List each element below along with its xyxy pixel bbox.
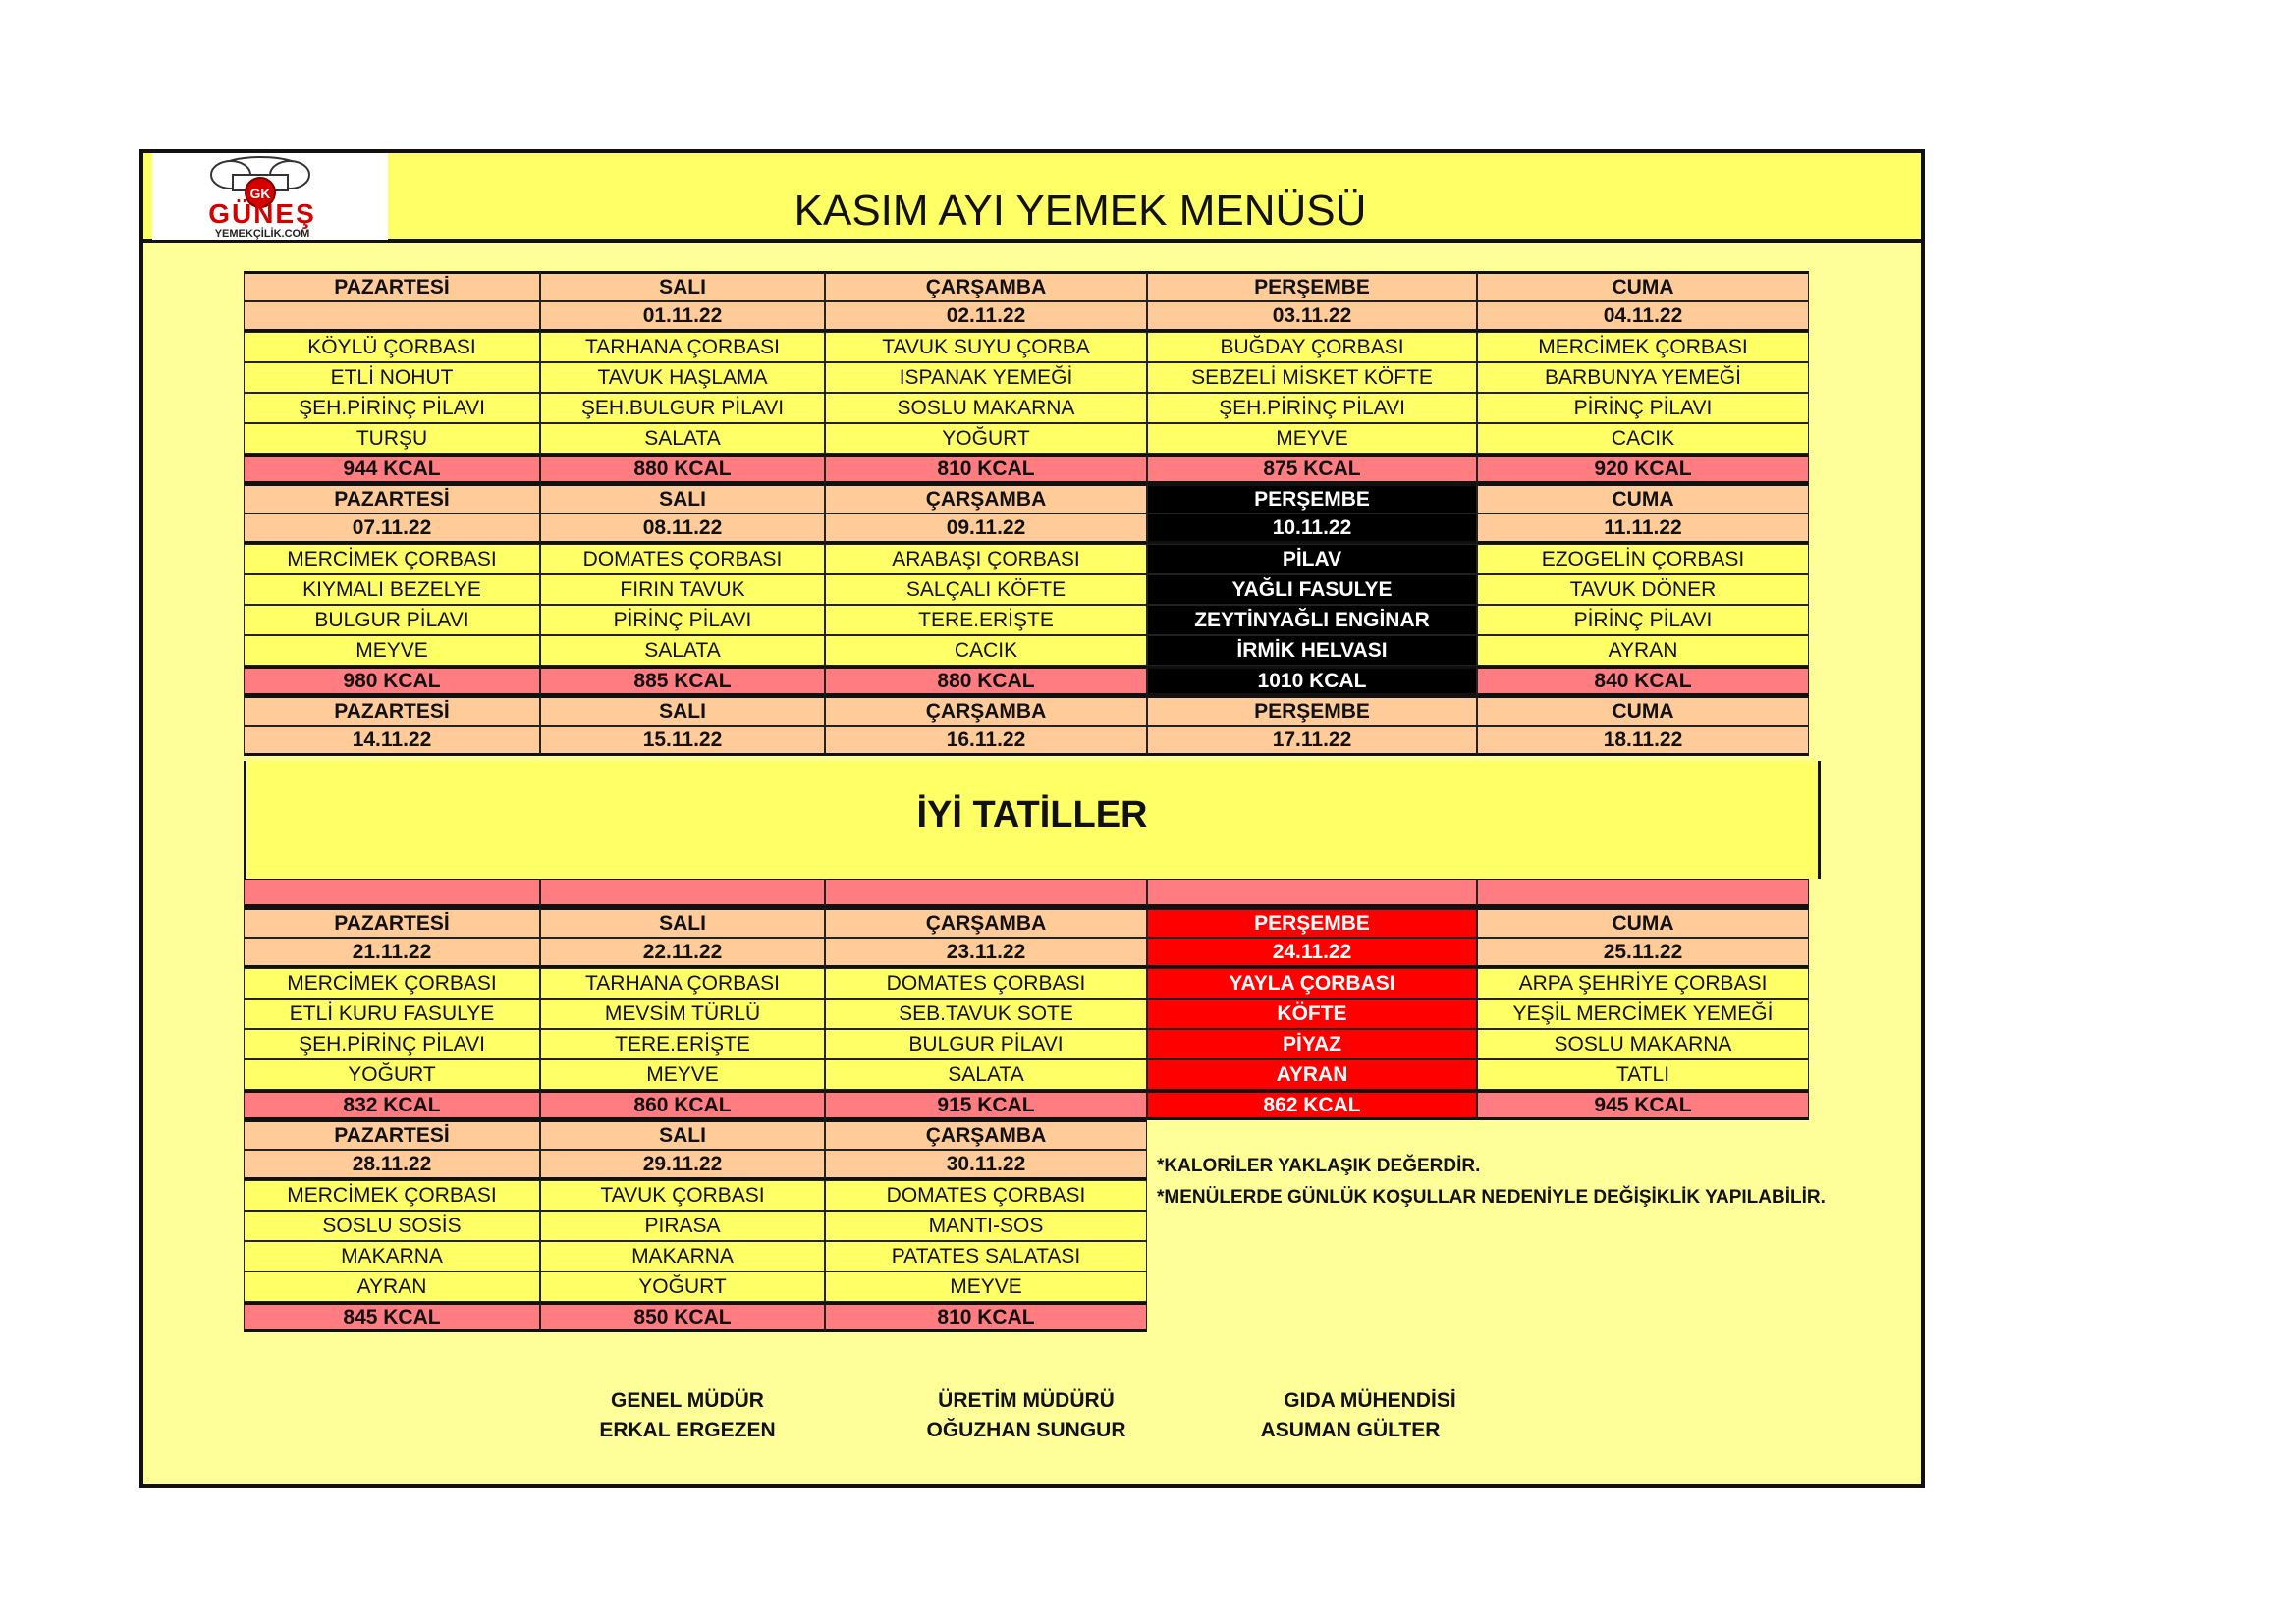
menu-item: KÖYLÜ ÇORBASI [244, 332, 540, 362]
menu-item: TURŞU [244, 423, 540, 454]
day-header: PERŞEMBE [1147, 483, 1477, 514]
date-cell: 18.11.22 [1477, 726, 1809, 756]
menu-item: KÖFTE [1147, 999, 1477, 1029]
day-header: CUMA [1477, 271, 1809, 301]
menu-item: ZEYTİNYAĞLI ENGİNAR [1147, 605, 1477, 635]
menu-item: CACIK [825, 635, 1147, 666]
date-cell: 01.11.22 [540, 301, 825, 332]
menu-item: MEYVE [1147, 423, 1477, 454]
menu-item: AYRAN [244, 1272, 540, 1302]
menu-item: PIRASA [540, 1211, 825, 1241]
date-cell: 17.11.22 [1147, 726, 1477, 756]
date-cell: 04.11.22 [1477, 301, 1809, 332]
menu-item: ŞEH.PİRİNÇ PİLAVI [244, 393, 540, 423]
menu-item: PİRİNÇ PİLAVI [540, 605, 825, 635]
day-header: PAZARTESİ [244, 271, 540, 301]
menu-item: MERCİMEK ÇORBASI [244, 1180, 540, 1211]
menu-item: YAYLA ÇORBASI [1147, 968, 1477, 999]
separator-cell [540, 877, 825, 907]
menu-item: ŞEH.PİRİNÇ PİLAVI [244, 1029, 540, 1059]
change-note: *MENÜLERDE GÜNLÜK KOŞULLAR NEDENİYLE DEĞİŞİKLİK YAPILABİLİR. [1157, 1187, 1826, 1208]
kcal-cell: 840 KCAL [1477, 666, 1809, 696]
day-header: PAZARTESİ [244, 907, 540, 938]
menu-item: MANTI-SOS [825, 1211, 1147, 1241]
menu-item: TATLI [1477, 1059, 1809, 1090]
menu-item: ŞEH.BULGUR PİLAVI [540, 393, 825, 423]
date-cell: 14.11.22 [244, 726, 540, 756]
menu-item: MEVSİM TÜRLÜ [540, 999, 825, 1029]
signature-name-food-engineer: ASUMAN GÜLTER [1260, 1419, 1441, 1441]
separator-cell [244, 877, 540, 907]
separator-cell [1477, 877, 1809, 907]
menu-item: SOSLU SOSİS [244, 1211, 540, 1241]
day-header: ÇARŞAMBA [825, 695, 1147, 726]
menu-item: SALATA [825, 1059, 1147, 1090]
menu-item: SOSLU MAKARNA [1477, 1029, 1809, 1059]
menu-item: TAVUK HAŞLAMA [540, 362, 825, 393]
day-header: SALI [540, 907, 825, 938]
day-header: CUMA [1477, 483, 1809, 514]
kcal-cell: 944 KCAL [244, 454, 540, 484]
menu-item: AYRAN [1477, 635, 1809, 666]
menu-item: YEŞİL MERCİMEK YEMEĞİ [1477, 999, 1809, 1029]
day-header: PAZARTESİ [244, 1119, 540, 1150]
menu-item: YOĞURT [244, 1059, 540, 1090]
svg-text:GK: GK [249, 186, 271, 201]
date-cell: 07.11.22 [244, 514, 540, 544]
kcal-cell: 915 KCAL [825, 1090, 1147, 1120]
signature-name-general-manager: ERKAL ERGEZEN [599, 1419, 776, 1441]
date-cell [244, 301, 540, 332]
date-cell: 02.11.22 [825, 301, 1147, 332]
menu-item: DOMATES ÇORBASI [825, 1180, 1147, 1211]
menu-item: AYRAN [1147, 1059, 1477, 1090]
kcal-cell: 880 KCAL [825, 666, 1147, 696]
kcal-cell: 862 KCAL [1147, 1090, 1477, 1120]
day-header: SALI [540, 483, 825, 514]
menu-item: PİRİNÇ PİLAVI [1477, 393, 1809, 423]
separator-cell [1147, 877, 1477, 907]
calorie-note: *KALORİLER YAKLAŞIK DEĞERDİR. [1157, 1156, 1481, 1176]
day-header: CUMA [1477, 695, 1809, 726]
menu-item: PİRİNÇ PİLAVI [1477, 605, 1809, 635]
menu-item: ŞEH.PİRİNÇ PİLAVI [1147, 393, 1477, 423]
menu-item: KIYMALI BEZELYE [244, 574, 540, 605]
company-logo [152, 153, 388, 240]
kcal-cell: 832 KCAL [244, 1090, 540, 1120]
kcal-cell: 845 KCAL [244, 1302, 540, 1332]
menu-item: MAKARNA [540, 1241, 825, 1272]
menu-item: SALATA [540, 423, 825, 454]
menu-item: SALÇALI KÖFTE [825, 574, 1147, 605]
menu-item: YOĞURT [540, 1272, 825, 1302]
day-header: ÇARŞAMBA [825, 483, 1147, 514]
menu-item: MERCİMEK ÇORBASI [1477, 332, 1809, 362]
menu-item: DOMATES ÇORBASI [825, 968, 1147, 999]
menu-item: PİYAZ [1147, 1029, 1477, 1059]
date-cell: 08.11.22 [540, 514, 825, 544]
menu-item: SOSLU MAKARNA [825, 393, 1147, 423]
kcal-cell: 810 KCAL [825, 454, 1147, 484]
menu-item: MERCİMEK ÇORBASI [244, 968, 540, 999]
menu-item: BUĞDAY ÇORBASI [1147, 332, 1477, 362]
date-cell: 16.11.22 [825, 726, 1147, 756]
menu-item: TAVUK ÇORBASI [540, 1180, 825, 1211]
menu-item: MEYVE [825, 1272, 1147, 1302]
separator-cell [825, 877, 1147, 907]
kcal-cell: 885 KCAL [540, 666, 825, 696]
date-cell: 11.11.22 [1477, 514, 1809, 544]
menu-item: EZOGELİN ÇORBASI [1477, 544, 1809, 574]
date-cell: 21.11.22 [244, 938, 540, 968]
kcal-cell: 1010 KCAL [1147, 666, 1477, 696]
page-title: KASIM AYI YEMEK MENÜSÜ [793, 187, 1367, 235]
signature-role-food-engineer: GIDA MÜHENDİSİ [1284, 1389, 1456, 1412]
menu-item: TARHANA ÇORBASI [540, 968, 825, 999]
menu-item: YOĞURT [825, 423, 1147, 454]
menu-item: BULGUR PİLAVI [244, 605, 540, 635]
kcal-cell: 850 KCAL [540, 1302, 825, 1332]
day-header: ÇARŞAMBA [825, 271, 1147, 301]
menu-item: SALATA [540, 635, 825, 666]
kcal-cell: 860 KCAL [540, 1090, 825, 1120]
chef-logo-icon [152, 153, 388, 240]
date-cell: 03.11.22 [1147, 301, 1477, 332]
kcal-cell: 875 KCAL [1147, 454, 1477, 484]
menu-item: ARPA ŞEHRİYE ÇORBASI [1477, 968, 1809, 999]
menu-item: PİLAV [1147, 544, 1477, 574]
day-header: SALI [540, 695, 825, 726]
menu-item: MAKARNA [244, 1241, 540, 1272]
date-cell: 30.11.22 [825, 1150, 1147, 1180]
date-cell: 15.11.22 [540, 726, 825, 756]
menu-item: TAVUK SUYU ÇORBA [825, 332, 1147, 362]
menu-item: ARABAŞI ÇORBASI [825, 544, 1147, 574]
day-header: PERŞEMBE [1147, 907, 1477, 938]
svg-text:YEMEKÇİLİK.COM: YEMEKÇİLİK.COM [214, 228, 310, 240]
date-cell: 29.11.22 [540, 1150, 825, 1180]
kcal-cell: 980 KCAL [244, 666, 540, 696]
holiday-message: İYİ TATİLLER [916, 794, 1148, 836]
menu-item: ETLİ NOHUT [244, 362, 540, 393]
date-cell: 24.11.22 [1147, 938, 1477, 968]
date-cell: 23.11.22 [825, 938, 1147, 968]
menu-item: BULGUR PİLAVI [825, 1029, 1147, 1059]
day-header: ÇARŞAMBA [825, 907, 1147, 938]
menu-item: CACIK [1477, 423, 1809, 454]
date-cell: 10.11.22 [1147, 514, 1477, 544]
menu-item: YAĞLI FASULYE [1147, 574, 1477, 605]
menu-item: MEYVE [540, 1059, 825, 1090]
date-cell: 22.11.22 [540, 938, 825, 968]
menu-item: TAVUK DÖNER [1477, 574, 1809, 605]
svg-text:GÜNEŞ: GÜNEŞ [208, 198, 316, 229]
date-cell: 25.11.22 [1477, 938, 1809, 968]
kcal-cell: 920 KCAL [1477, 454, 1809, 484]
date-cell: 09.11.22 [825, 514, 1147, 544]
menu-item: ETLİ KURU FASULYE [244, 999, 540, 1029]
menu-item: TERE.ERİŞTE [540, 1029, 825, 1059]
day-header: PERŞEMBE [1147, 271, 1477, 301]
day-header: ÇARŞAMBA [825, 1119, 1147, 1150]
menu-item: BARBUNYA YEMEĞİ [1477, 362, 1809, 393]
day-header: PAZARTESİ [244, 483, 540, 514]
menu-item: İRMİK HELVASI [1147, 635, 1477, 666]
kcal-cell: 810 KCAL [825, 1302, 1147, 1332]
signature-name-production-manager: OĞUZHAN SUNGUR [926, 1419, 1126, 1441]
signature-role-production-manager: ÜRETİM MÜDÜRÜ [938, 1389, 1115, 1412]
menu-item: MEYVE [244, 635, 540, 666]
signature-role-general-manager: GENEL MÜDÜR [611, 1389, 764, 1412]
kcal-cell: 945 KCAL [1477, 1090, 1809, 1120]
day-header: SALI [540, 271, 825, 301]
day-header: CUMA [1477, 907, 1809, 938]
menu-item: ISPANAK YEMEĞİ [825, 362, 1147, 393]
menu-item: PATATES SALATASI [825, 1241, 1147, 1272]
day-header: PERŞEMBE [1147, 695, 1477, 726]
menu-item: MERCİMEK ÇORBASI [244, 544, 540, 574]
kcal-cell: 880 KCAL [540, 454, 825, 484]
menu-item: TARHANA ÇORBASI [540, 332, 825, 362]
day-header: PAZARTESİ [244, 695, 540, 726]
menu-item: SEBZELİ MİSKET KÖFTE [1147, 362, 1477, 393]
menu-item: DOMATES ÇORBASI [540, 544, 825, 574]
date-cell: 28.11.22 [244, 1150, 540, 1180]
menu-item: SEB.TAVUK SOTE [825, 999, 1147, 1029]
menu-item: TERE.ERİŞTE [825, 605, 1147, 635]
menu-item: FIRIN TAVUK [540, 574, 825, 605]
day-header: SALI [540, 1119, 825, 1150]
